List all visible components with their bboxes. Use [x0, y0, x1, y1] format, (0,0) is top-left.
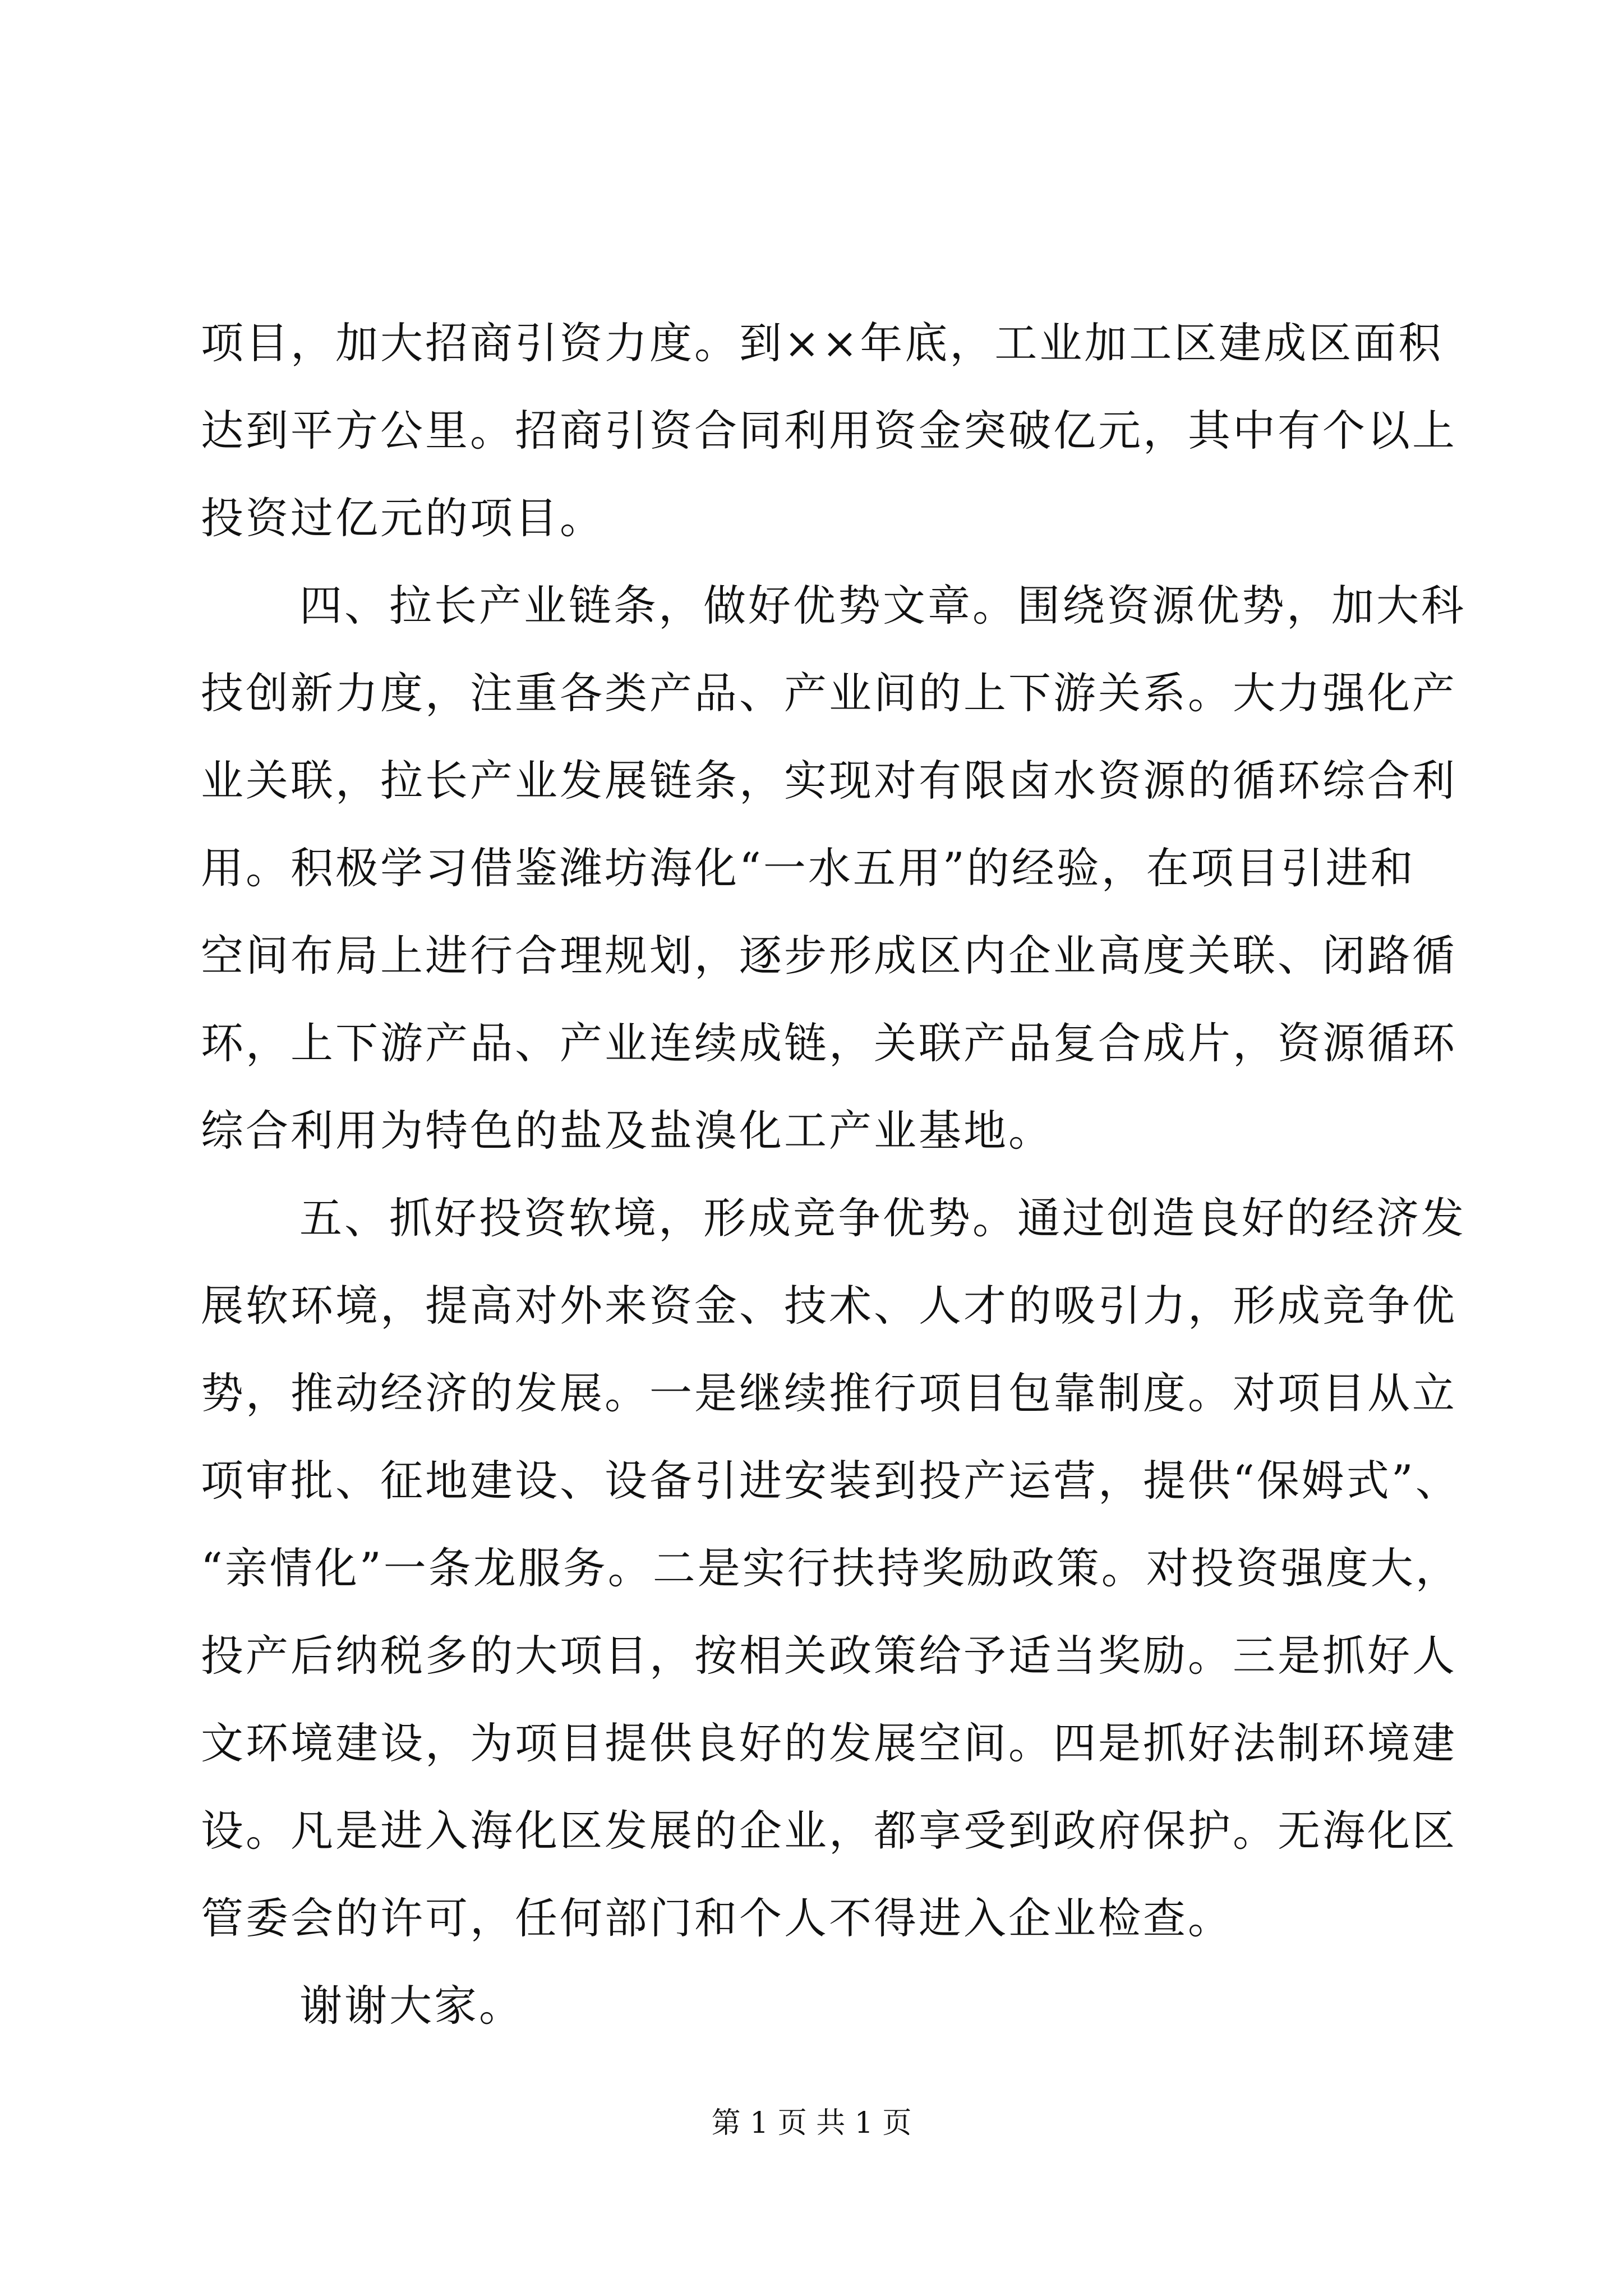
text-line: 空间布局上进行合理规划，逐步形成区内企业高度关联、闭路循 [201, 931, 1457, 981]
paragraph-investment-environment [201, 1175, 1466, 1962]
paragraph-continuation [201, 300, 1457, 562]
paragraph-industry-chain [201, 562, 1466, 1175]
text-line: 项审批、征地建设、设备引进安装到投产运营，提供“保姆式”、 [201, 1456, 1460, 1506]
text-line: 谢谢大家。 [299, 1981, 524, 2031]
text-line: 四、拉长产业链条，做好优势文章。围绕资源优势，加大科 [299, 581, 1466, 631]
text-line: 文环境建设，为项目提供良好的发展空间。四是抓好法制环境建 [201, 1718, 1457, 1768]
text-line: 展软环境，提高对外来资金、技术、人才的吸引力，形成竞争优 [201, 1281, 1457, 1331]
text-line: 管委会的许可，任何部门和个人不得进入企业检查。 [201, 1893, 1233, 1943]
text-line: 项目，加大招商引资力度。到××年底，工业加工区建成区面积 [201, 318, 1444, 368]
text-line: 投产后纳税多的大项目，按相关政策给予适当奖励。三是抓好人 [201, 1631, 1457, 1681]
text-line: 用。积极学习借鉴潍坊海化“一水五用”的经验，在项目引进和 [201, 843, 1415, 893]
document-body [201, 300, 1466, 2050]
paragraph-closing [201, 1962, 1415, 2050]
text-line: “亲情化”一条龙服务。二是实行扶持奖励政策。对投资强度大， [201, 1543, 1460, 1593]
page-number-footer: 第 1 页 共 1 页 [711, 2106, 912, 2140]
text-line: 综合利用为特色的盐及盐溴化工产业基地。 [201, 1106, 1053, 1156]
text-line: 势，推动经济的发展。一是继续推行项目包靠制度。对项目从立 [201, 1368, 1457, 1418]
text-line: 技创新力度，注重各类产品、产业间的上下游关系。大力强化产 [201, 668, 1457, 718]
text-line: 设。凡是进入海化区发展的企业，都享受到政府保护。无海化区 [201, 1806, 1457, 1856]
text-line: 投资过亿元的项目。 [201, 493, 605, 543]
text-line: 达到平方公里。招商引资合同利用资金突破亿元，其中有个以上 [201, 406, 1457, 455]
text-line: 环，上下游产品、产业连续成链，关联产品复合成片，资源循环 [201, 1018, 1457, 1068]
text-line: 业关联，拉长产业发展链条，实现对有限卤水资源的循环综合利 [201, 756, 1457, 806]
text-line: 五、抓好投资软境，形成竞争优势。通过创造良好的经济发 [299, 1193, 1466, 1243]
